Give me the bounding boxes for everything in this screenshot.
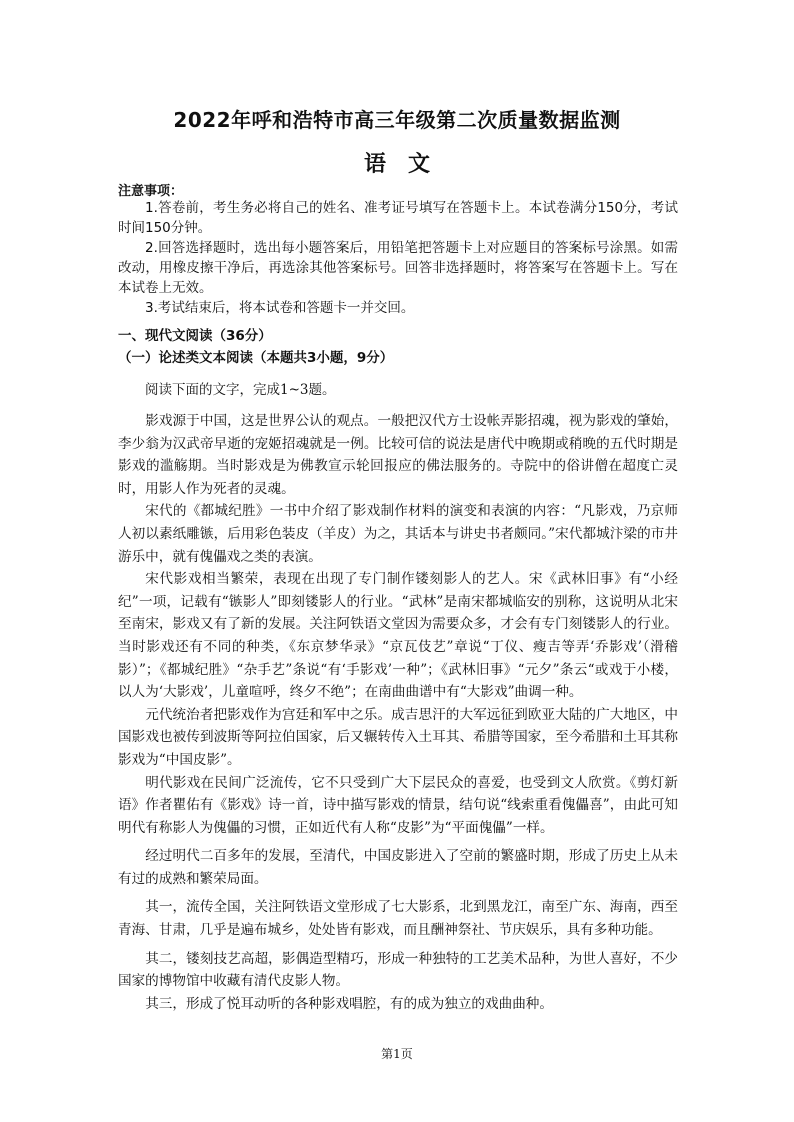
- article-paragraph: 明代影戏在民间广泛流传，它不只受到广大下层民众的喜爱，也受到文人欣赏。《剪灯新语》作者瞿佑有《影戏》诗一首，诗中描写影戏的情景，结句说“线索重看傀儡喜”，由此可知明代有称影人为傀儡的习惯，正如近代有人称“皮影”为“平面傀儡”一样。: [118, 774, 678, 836]
- reading-instruction: [118, 378, 678, 398]
- notice-item: 1.答卷前，考生务必将自己的姓名、准考证号填写在答题卡上。本试卷满分150分，考试时间150分钟。: [118, 200, 678, 236]
- article-body: [118, 410, 678, 1015]
- section-subtitle: （一）论述类文本阅读（本题共3小题，9分）: [118, 350, 394, 366]
- exam-title: 2022年呼和浩特市高三年级第二次质量数据监测: [173, 108, 621, 132]
- subject-title: 语文: [363, 152, 452, 177]
- article-paragraph: 元代统治者把影戏作为宫廷和军中之乐。成吉思汗的大军远征到欧亚大陆的广大地区，中国影戏也被传到波斯等阿拉伯国家，后又辗转传入土耳其、希腊等国家，至今希腊和土耳其称影戏为“中国皮影”。: [118, 706, 678, 768]
- notice-heading: 注意事项：: [118, 184, 184, 199]
- article-paragraph: 宋代的《都城纪胜》一书中介绍了影戏制作材料的演变和表演的内容：“凡影戏，乃京师人初以素纸雕镞，后用彩色装皮（羊皮）为之，其话本与讲史书者颇同。”宋代都城汴梁的市井游乐中，就有傀儡戏之类的表演。: [118, 503, 678, 565]
- article-paragraph: 其三，形成了悦耳动听的各种影戏唱腔，有的成为独立的戏曲曲种。: [145, 995, 553, 1012]
- notice-item: 2.回答选择题时，选出每小题答案后，用铅笔把答题卡上对应题目的答案标号涂黑。如需改动，用橡皮擦干净后，再选涂其他答案标号。回答非选择题时，将答案写在答题卡上。写在本试卷上无效。: [118, 240, 678, 296]
- instruction-text: 阅读下面的文字，完成1~3题。: [145, 382, 336, 398]
- article-paragraph: 其二，镂刻技艺高超，影偶造型精巧，形成一种独特的工艺美术品种，为世人喜好，不少国家的博物馆中收藏有清代皮影人物。: [118, 950, 678, 990]
- article-paragraph: 其一，流传全国，关注阿铁语文堂形成了七大影系，北到黑龙江，南至广东、海南，西至青海、甘肃，几乎是遍布城乡，处处皆有影戏，而且酬神祭社、节庆娱乐，具有多种功能。: [118, 899, 678, 939]
- section-title: 一、现代文阅读（36分）: [118, 328, 272, 344]
- page-number: 第1页: [381, 1047, 413, 1061]
- article-paragraph: 影戏源于中国，这是世界公认的观点。一般把汉代方士设帐弄影招魂，视为影戏的肇始，李少翁为汉武帝早逝的宠姬招魂就是一例。比较可信的说法是唐代中晚期或稍晚的五代时期是影戏的滥觞期。当时影戏是为佛教宣示轮回报应的佛法服务的。寺院中的俗讲僧在超度亡灵时，用影人作为死者的灵魂。: [118, 413, 678, 497]
- article-paragraph: 宋代影戏相当繁荣，表现在出现了专门制作镂刻影人的艺人。宋《武林旧事》有“小经纪”一项，记载有“镞影人”即刻镂影人的行业。“武林”是南宋都城临安的别称，这说明从北宋至南宋，影戏又有了新的发展。关注阿铁语文堂因为需要众多，才会有专门刻镂影人的行业。当时影戏还有不同的种类，《东京梦华录》“京瓦伎艺”章说“丁仪、瘦吉等弄‘乔影戏’（滑稽影）”；《都城纪胜》“杂手艺”条说“有‘手影戏’一种”；《武林旧事》“元夕”条云“或戏于小楼，以人为‘大影戏’，儿童喧呼，终夕不绝”；在南曲曲谱中有“大影戏”曲调一种。: [118, 571, 678, 701]
- article-paragraph: 经过明代二百多年的发展，至清代，中国皮影进入了空前的繁盛时期，形成了历史上从未有过的成熟和繁荣局面。: [118, 848, 678, 887]
- notice-item: 3.考试结束后，将本试卷和答题卡一并交回。: [145, 300, 415, 316]
- notice-list: [118, 198, 678, 318]
